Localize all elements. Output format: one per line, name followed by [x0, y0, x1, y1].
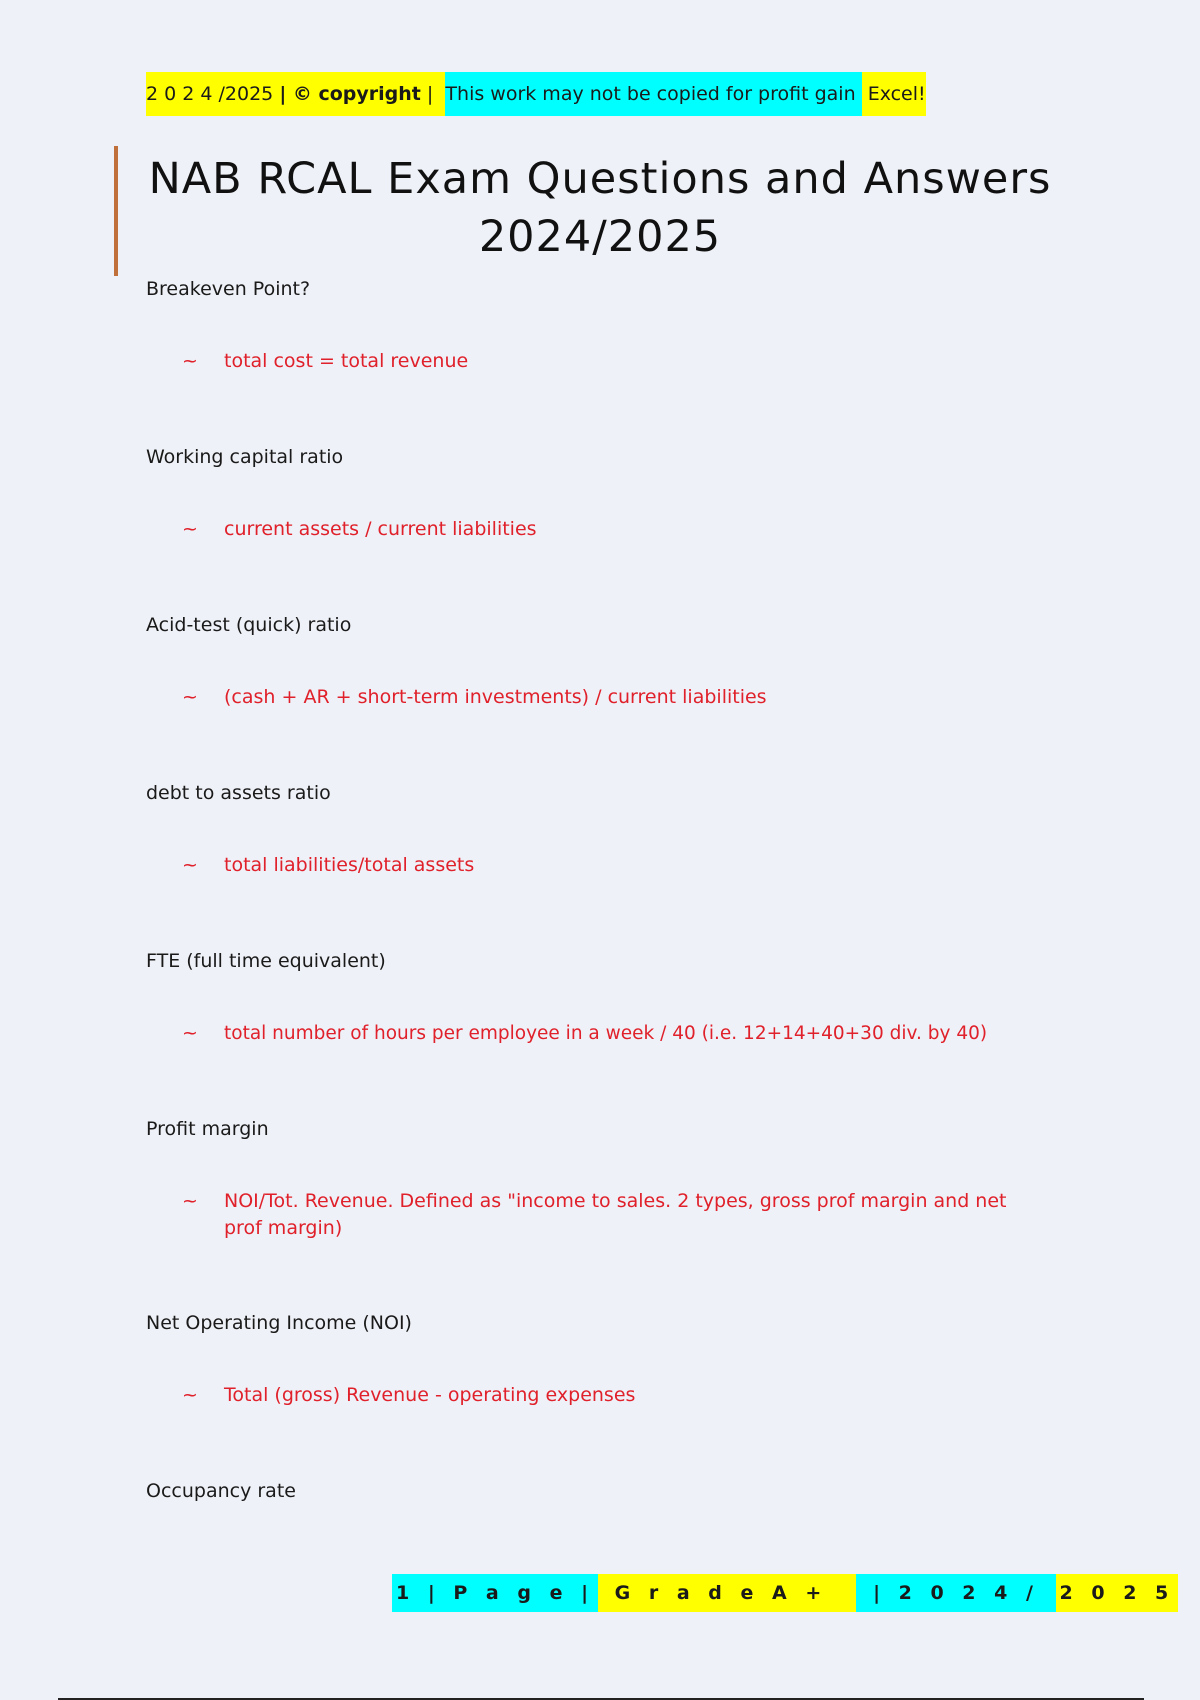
title-line-1: NAB RCAL Exam Questions and Answers — [148, 154, 1052, 204]
header-separator: | — [279, 83, 293, 105]
question-text: debt to assets ratio — [146, 782, 331, 804]
answer — [182, 1020, 1062, 1047]
header-notice-text: This work may not be copied for profit gain — [445, 83, 862, 105]
footer-grade — [598, 1574, 856, 1612]
footer-grade-text: G r a d e A + — [602, 1582, 853, 1604]
qa-item — [146, 278, 1066, 372]
answer-text: NOI/Tot. Revenue. Defined as "income to sales. 2 types, gross prof margin and net prof margin) — [224, 1190, 1007, 1239]
header-notice — [445, 72, 861, 116]
answer-text: total cost = total revenue — [224, 350, 469, 372]
answer — [182, 516, 1062, 543]
footer-page — [392, 1574, 598, 1612]
question-text: Profit margin — [146, 1118, 269, 1140]
answer-text: current assets / current liabilities — [224, 518, 537, 540]
question-text: Breakeven Point? — [146, 278, 311, 300]
answer — [182, 1382, 1062, 1409]
tilde-bullet-icon: ~ — [182, 686, 198, 708]
footer-page-text: 1 | P a g e | — [396, 1582, 595, 1604]
answer-text: total liabilities/total assets — [224, 854, 475, 876]
question-text: Acid-test (quick) ratio — [146, 614, 352, 636]
question-text: Net Operating Income (NOI) — [146, 1312, 412, 1334]
answer — [182, 1188, 1062, 1242]
question-text: FTE (full time equivalent) — [146, 950, 386, 972]
qa-item — [146, 782, 1066, 876]
footer-year-a — [856, 1574, 1055, 1612]
footer-year-a-text: | 2 0 2 4 / — [860, 1582, 1052, 1604]
title-line-2: 2024/2025 — [478, 212, 722, 262]
header-year-text: 2 0 2 4 /2025 — [146, 83, 280, 105]
header-year — [146, 72, 445, 116]
tilde-bullet-icon: ~ — [182, 854, 198, 876]
header-separator: | — [420, 83, 446, 105]
header-copyright: © copyright — [292, 83, 421, 105]
answer-text: total number of hours per employee in a week / 40 (i.e. 12+14+40+30 div. by 40) — [224, 1023, 988, 1044]
qa-item — [146, 1480, 1066, 1502]
answer — [182, 852, 1062, 879]
qa-item — [146, 1118, 1066, 1239]
tilde-bullet-icon: ~ — [182, 1022, 198, 1044]
title-accent-bar — [114, 146, 118, 276]
answer — [182, 348, 1062, 375]
answer — [182, 684, 1062, 711]
tilde-bullet-icon: ~ — [182, 350, 198, 372]
qa-item — [146, 446, 1066, 540]
header-excel-text: Excel! — [861, 83, 926, 105]
qa-item — [146, 614, 1066, 708]
question-text: Occupancy rate — [146, 1480, 296, 1502]
qa-item — [146, 950, 1066, 1044]
header-strip — [146, 72, 926, 116]
answer-text: Total (gross) Revenue - operating expenses — [224, 1384, 636, 1406]
page-title — [140, 150, 1060, 266]
tilde-bullet-icon: ~ — [182, 1190, 198, 1212]
tilde-bullet-icon: ~ — [182, 518, 198, 540]
header-excel — [862, 72, 926, 116]
tilde-bullet-icon: ~ — [182, 1384, 198, 1406]
footer-year-b — [1056, 1574, 1179, 1612]
question-text: Working capital ratio — [146, 446, 344, 468]
footer-year-b-text: 2 0 2 5 — [1059, 1582, 1175, 1604]
qa-item — [146, 1312, 1066, 1406]
footer-strip — [392, 1574, 1178, 1612]
answer-text: (cash + AR + short-term investments) / current liabilities — [224, 686, 767, 708]
